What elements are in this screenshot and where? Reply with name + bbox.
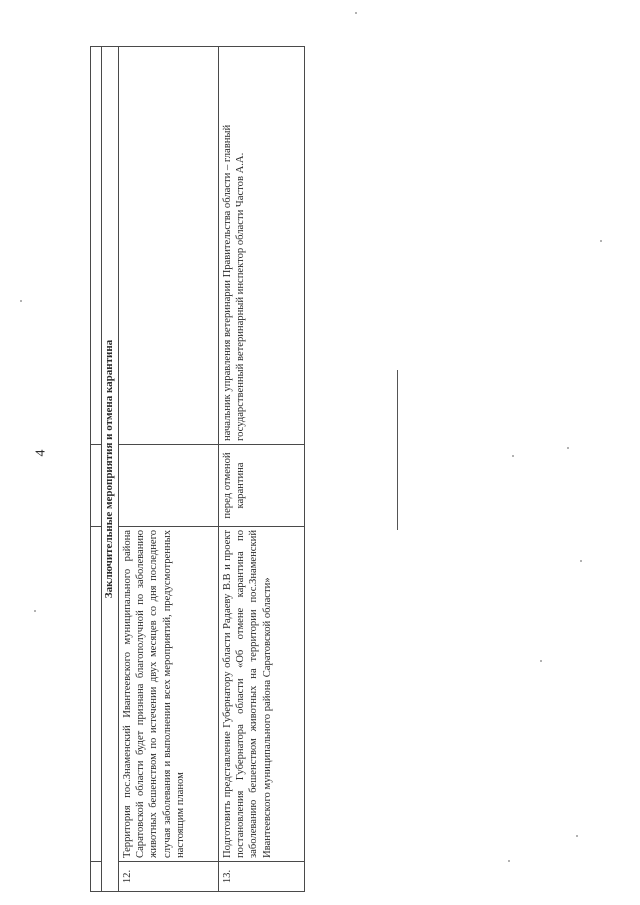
scan-speck bbox=[576, 835, 578, 837]
row-number: 13. bbox=[219, 862, 305, 892]
row-term: перед отменой карантина bbox=[219, 445, 305, 527]
rotated-table-frame bbox=[90, 47, 300, 892]
page-number: 4 bbox=[33, 449, 49, 457]
table-row bbox=[219, 47, 305, 892]
row-description: Подготовить представление Губернатору области Радаеву В.В и проект постановления Губернатора области «Об отмене карантина по заболеванию бешенством животных на территории пос.Знаменский Ивантеевского муниципального района Саратовской области» bbox=[219, 527, 305, 862]
rotated-table-wrapper bbox=[90, 47, 300, 892]
row-term bbox=[119, 445, 219, 527]
scan-speck bbox=[34, 610, 36, 612]
scan-speck bbox=[512, 455, 514, 457]
measures-table bbox=[90, 46, 305, 892]
scan-speck bbox=[540, 660, 542, 662]
scan-speck bbox=[355, 12, 357, 14]
scan-speck bbox=[508, 860, 510, 862]
scan-speck bbox=[20, 300, 22, 302]
section-title: Заключительные мероприятия и отмена карантина bbox=[102, 47, 119, 892]
row-responsible: начальник управления ветеринарии Правительства области – главный государственный ветеринарный инспектор области Частов А.А. bbox=[219, 47, 305, 445]
row-description: Территория пос.Знаменский Ивантеевского муниципального района Саратовской области будет признана благополучной по заболеванию животных бешенством по истечении двух месяцев со дня последнего случая заболевания и выполнении всех мероприятий, предусмотренных настоящим планом bbox=[119, 527, 219, 862]
table-top-border-row bbox=[91, 47, 102, 892]
table-row bbox=[119, 47, 219, 892]
scan-speck bbox=[600, 240, 602, 242]
scan-speck bbox=[567, 447, 569, 449]
section-header-row bbox=[102, 47, 119, 892]
row-number: 12. bbox=[119, 862, 219, 892]
scan-speck bbox=[580, 560, 582, 562]
separator-line bbox=[397, 370, 398, 530]
row-responsible bbox=[119, 47, 219, 445]
